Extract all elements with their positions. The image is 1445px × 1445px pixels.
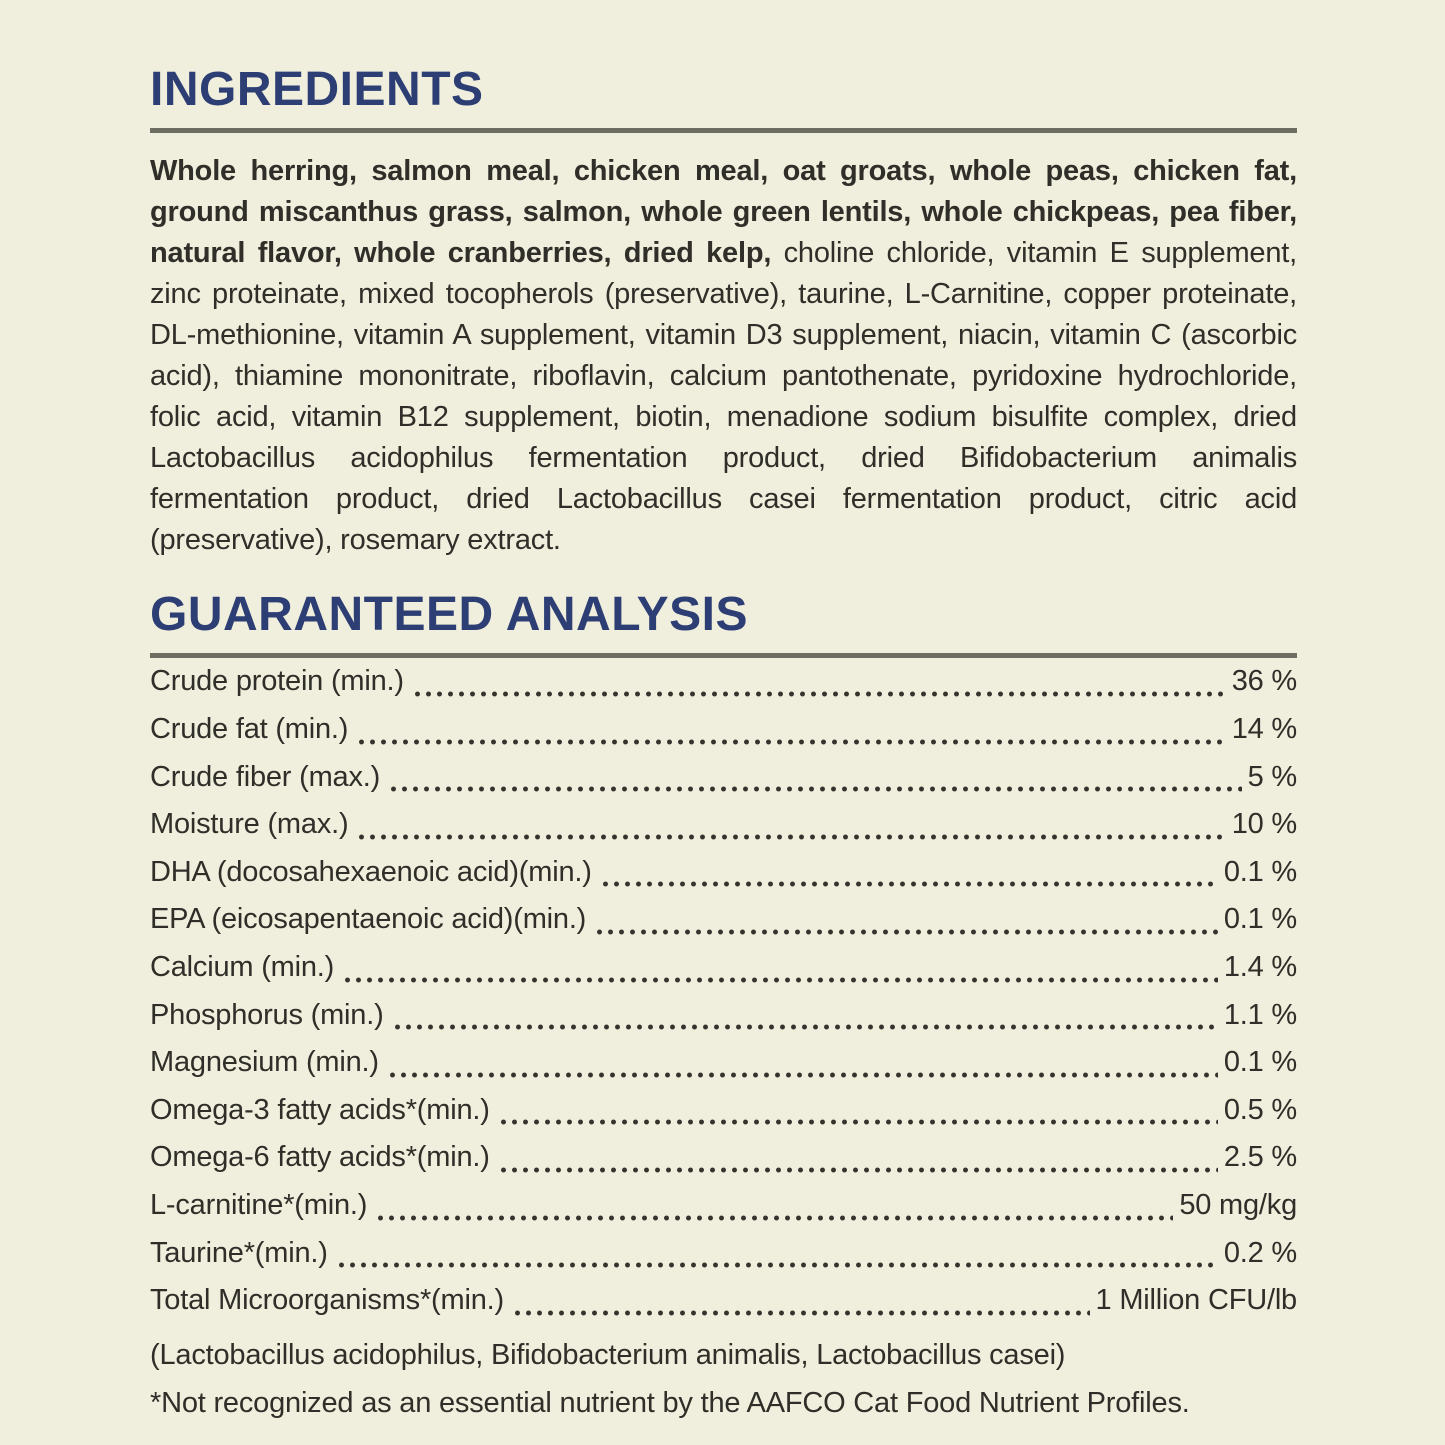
nutrient-label: Omega-3 fatty acids*(min.) <box>150 1093 490 1126</box>
dot-leader <box>498 1167 1218 1173</box>
guaranteed-analysis-title: GUARANTEED ANALYSIS <box>150 588 749 642</box>
nutrient-label: L-carnitine*(min.) <box>150 1188 368 1221</box>
dot-leader <box>356 834 1225 840</box>
nutrient-label: Taurine*(min.) <box>150 1236 328 1269</box>
nutrient-value: 36 % <box>1231 665 1297 698</box>
table-row <box>150 903 1297 951</box>
ingredients-divider <box>150 128 1297 133</box>
nutrient-label: Magnesium (min.) <box>150 1046 379 1079</box>
table-row <box>150 856 1297 904</box>
nutrient-label: Omega-6 fatty acids*(min.) <box>150 1141 490 1174</box>
nutrient-value: 5 % <box>1247 760 1297 793</box>
nutrient-value: 10 % <box>1231 808 1297 841</box>
table-row <box>150 1284 1297 1332</box>
dot-leader <box>512 1310 1090 1316</box>
nutrient-label: Crude fiber (max.) <box>150 760 381 793</box>
nutrient-value: 0.2 % <box>1223 1236 1297 1269</box>
table-row <box>150 1237 1297 1285</box>
nutrient-value: 0.1 % <box>1223 1046 1297 1079</box>
table-row <box>150 951 1297 999</box>
nutrient-value: 0.1 % <box>1223 855 1297 888</box>
guaranteed-analysis-section <box>150 587 1297 1427</box>
ingredients-secondary-list: choline chloride, vitamin E supplement, zinc proteinate, mixed tocopherols (preservative), taurine, L-Carnitine, copper proteinate, DL-methionine, vitamin A supplement, vitamin D3 supplement, niacin, vitamin C (ascorbic acid), thiamine mononitrate, riboflavin, calcium pantothenate, pyridoxine hydrochloride, folic acid, vitamin B12 supplement, biotin, menadione sodium bisulfite complex, dried Lactobacillus acidophilus fermentation product, dried Bifidobacterium animalis fermentation product, dried Lactobacillus casei fermentation product, citric acid (preservative), rosemary extract. <box>150 237 1297 557</box>
nutrient-label: Calcium (min.) <box>150 950 335 983</box>
nutrient-label: Total Microorganisms*(min.) <box>150 1284 504 1317</box>
nutrient-value: 14 % <box>1231 712 1297 745</box>
table-row <box>150 665 1297 713</box>
nutrient-label: Crude fat (min.) <box>150 712 349 745</box>
dot-leader <box>375 1215 1173 1221</box>
aafco-footnote: *Not recognized as an essential nutrient by the AAFCO Cat Food Nutrient Profiles. <box>150 1386 1190 1419</box>
table-row <box>150 1141 1297 1189</box>
nutrient-label: Moisture (max.) <box>150 808 349 841</box>
ingredients-paragraph <box>150 151 1297 561</box>
table-row <box>150 1189 1297 1237</box>
dot-leader <box>388 786 1242 792</box>
ingredients-title: INGREDIENTS <box>150 63 484 116</box>
nutrient-label: DHA (docosahexaenoic acid)(min.) <box>150 855 592 888</box>
nutrient-value: 0.1 % <box>1223 903 1297 936</box>
dot-leader <box>387 1072 1218 1078</box>
nutrient-label: Phosphorus (min.) <box>150 998 384 1031</box>
nutrient-label: Crude protein (min.) <box>150 665 404 698</box>
dot-leader <box>342 977 1218 983</box>
dot-leader <box>336 1262 1218 1268</box>
nutrient-value: 1.1 % <box>1223 998 1297 1031</box>
dot-leader <box>392 1024 1218 1030</box>
nutrient-value: 50 mg/kg <box>1179 1188 1297 1221</box>
table-row <box>150 1046 1297 1094</box>
table-row <box>150 761 1297 809</box>
dot-leader <box>600 881 1218 887</box>
nutrient-value: 0.5 % <box>1223 1093 1297 1126</box>
dot-leader <box>594 929 1218 935</box>
guaranteed-analysis-divider <box>150 653 1297 658</box>
ingredients-primary-list: Whole herring, salmon meal, chicken meal, oat groats, whole peas, chicken fat, ground miscanthus grass, salmon, whole green lentils, whole chickpeas, pea fiber, natural flavor, whole cranberries, dried kelp, <box>150 155 1297 270</box>
guaranteed-analysis-table <box>150 665 1297 1331</box>
ingredients-section <box>150 62 1297 561</box>
dot-leader <box>356 739 1225 745</box>
nutrient-label: EPA (eicosapentaenoic acid)(min.) <box>150 903 587 936</box>
table-row <box>150 808 1297 856</box>
table-row <box>150 1094 1297 1142</box>
dot-leader <box>412 691 1226 697</box>
table-row <box>150 713 1297 761</box>
nutrient-value: 2.5 % <box>1223 1141 1297 1174</box>
dot-leader <box>498 1119 1218 1125</box>
table-row <box>150 999 1297 1047</box>
microorganisms-detail: (Lactobacillus acidophilus, Bifidobacterium animalis, Lactobacillus casei) <box>150 1338 1066 1371</box>
nutrient-value: 1 Million CFU/lb <box>1095 1284 1297 1317</box>
nutrient-value: 1.4 % <box>1223 950 1297 983</box>
